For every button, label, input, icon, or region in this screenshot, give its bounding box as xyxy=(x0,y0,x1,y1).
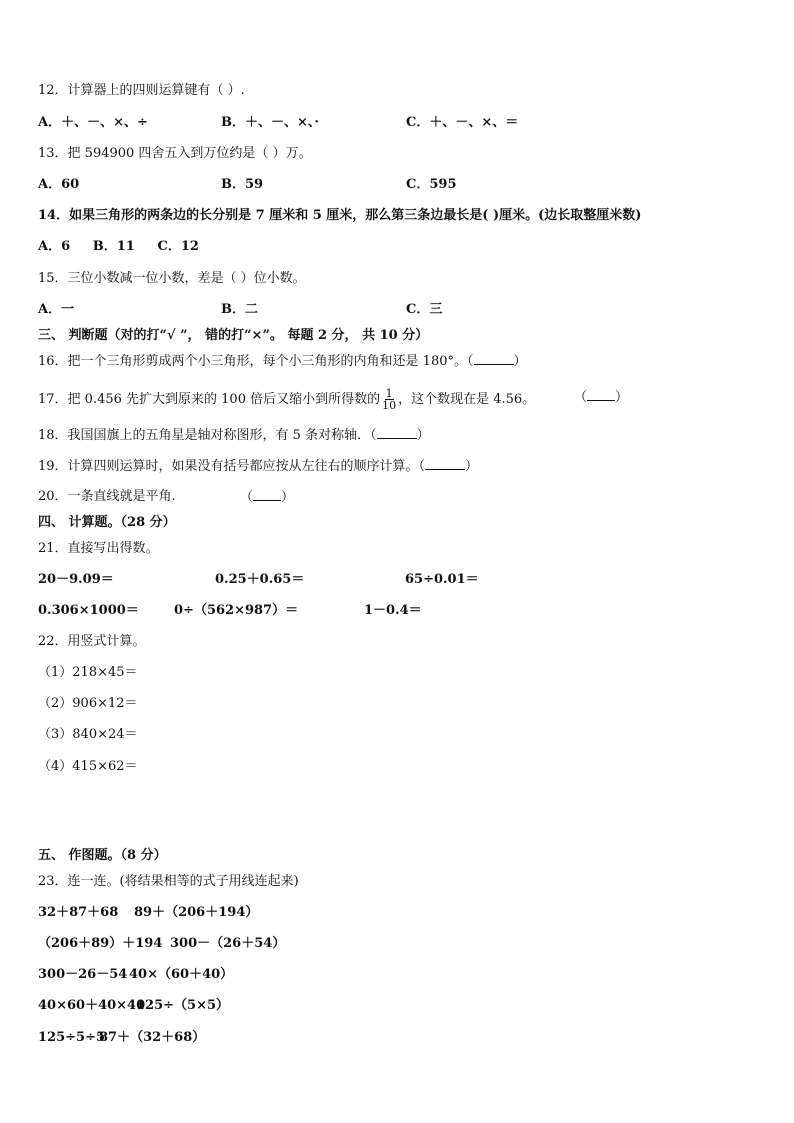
q20-text: 20．一条直线就是平角. xyxy=(38,489,176,504)
q16-close: ） xyxy=(513,354,527,369)
q17-fraction-denominator: 10 xyxy=(382,399,397,412)
q19-text: 19．计算四则运算时，如果没有括号都应按从左往右的顺序计算。（ xyxy=(38,459,426,474)
q23-stem: 23．连一连。(将结果相等的式子用线连起来) xyxy=(38,874,299,889)
q21-stem: 21．直接写出得数。 xyxy=(38,541,159,556)
q23-right-expr-2[interactable]: 300－（26＋54） xyxy=(170,936,286,951)
q16 xyxy=(38,352,527,371)
section-4-heading: 四、 计算题。（28 分） xyxy=(38,515,176,530)
q15-option-b: B．二 xyxy=(221,302,258,317)
q17-fraction-numerator: 1 xyxy=(385,387,393,400)
q23-left-expr-2[interactable]: （206＋89）＋194 xyxy=(38,936,163,951)
q20-answer-blank[interactable] xyxy=(253,488,281,501)
q12-option-b: B．＋、－、×、· xyxy=(221,115,319,130)
q15-option-a: A．一 xyxy=(38,302,75,317)
q21-expr-5: 0÷（562×987）＝ xyxy=(174,603,299,618)
q13-option-a: A．60 xyxy=(38,177,80,192)
q19-answer-blank[interactable] xyxy=(425,457,465,470)
section-5-heading: 五、 作图题。（8 分） xyxy=(38,848,167,863)
q18-text: 18．我国国旗上的五角星是轴对称图形，有 5 条对称轴．（ xyxy=(38,428,377,443)
q15-stem: 15．三位小数减一位小数，差是（ ）位小数。 xyxy=(38,271,306,286)
q17-answer xyxy=(574,388,628,407)
q12-option-a: A．＋、－、×、÷ xyxy=(38,115,148,130)
q23-left-expr-1[interactable]: 32＋87＋68 xyxy=(38,905,119,920)
q17 xyxy=(38,388,535,411)
q15-option-c: C．三 xyxy=(406,302,443,317)
q22-item-2: （2）906×12＝ xyxy=(38,696,138,711)
q20-open: （ xyxy=(240,490,254,505)
q13-stem: 13．把 594900 四舍五入到万位约是（ ）万。 xyxy=(38,146,312,161)
section-3-heading: 三、 判断题（对的打“√ ”， 错的打“×”。 每题 2 分， 共 10 分） xyxy=(38,328,429,343)
q17-open: （ xyxy=(574,390,588,405)
q21-expr-4: 0.306×1000＝ xyxy=(38,603,139,618)
q21-expr-6: 1－0.4＝ xyxy=(364,603,422,618)
q17-close: ） xyxy=(615,390,629,405)
q13-option-c: C．595 xyxy=(406,177,457,192)
q22-item-3: （3）840×24＝ xyxy=(38,727,138,742)
q17-post: ，这个数现在是 4.56。 xyxy=(398,392,536,407)
q23-left-expr-3[interactable]: 300－26－54 xyxy=(38,967,128,982)
q22-item-4: （4）415×62＝ xyxy=(38,759,138,774)
q14-stem: 14．如果三角形的两条边的长分别是 7 厘米和 5 厘米，那么第三条边最长是( )厘米。(边长取整厘米数) xyxy=(38,208,642,223)
q18-answer-blank[interactable] xyxy=(377,426,417,439)
q23-left-expr-4[interactable]: 40×60＋40×40 xyxy=(38,998,146,1013)
q17-pre: 17．把 0.456 先扩大到原来的 100 倍后又缩小到所得数的 xyxy=(38,392,381,407)
q16-answer-blank[interactable] xyxy=(474,352,514,365)
q19-close: ） xyxy=(465,459,479,474)
q19 xyxy=(38,457,478,476)
q17-answer-blank[interactable] xyxy=(587,388,615,401)
q14-options: A．6 B．11 C．12 xyxy=(38,239,199,254)
q21-expr-3: 65÷0.01＝ xyxy=(405,572,479,587)
q23-left-expr-5[interactable]: 125÷5÷5 xyxy=(38,1030,106,1045)
q18-close: ） xyxy=(416,428,430,443)
q21-expr-2: 0.25＋0.65＝ xyxy=(215,572,305,587)
q20-close: ） xyxy=(281,490,295,505)
q21-expr-1: 20－9.09＝ xyxy=(38,572,114,587)
q13-option-b: B．59 xyxy=(221,177,264,192)
q23-right-expr-3[interactable]: 40×（60＋40） xyxy=(129,967,234,982)
q17-fraction xyxy=(381,388,397,411)
q12-stem: 12．计算器上的四则运算键有（ ）. xyxy=(38,83,245,98)
q20-answer xyxy=(240,488,294,507)
q22-item-1: （1）218×45＝ xyxy=(38,665,138,680)
q23-right-expr-5[interactable]: 87＋（32＋68） xyxy=(99,1030,206,1045)
q16-text: 16．把一个三角形剪成两个小三角形，每个小三角形的内角和还是 180°。（ xyxy=(38,354,474,369)
q22-stem: 22．用竖式计算。 xyxy=(38,634,146,649)
q23-right-expr-4[interactable]: 125÷（5×5） xyxy=(136,998,230,1013)
q23-right-expr-1[interactable]: 89＋（206＋194） xyxy=(134,905,259,920)
q18 xyxy=(38,426,430,445)
q12-option-c: C．＋、－、×、＝ xyxy=(406,115,519,130)
